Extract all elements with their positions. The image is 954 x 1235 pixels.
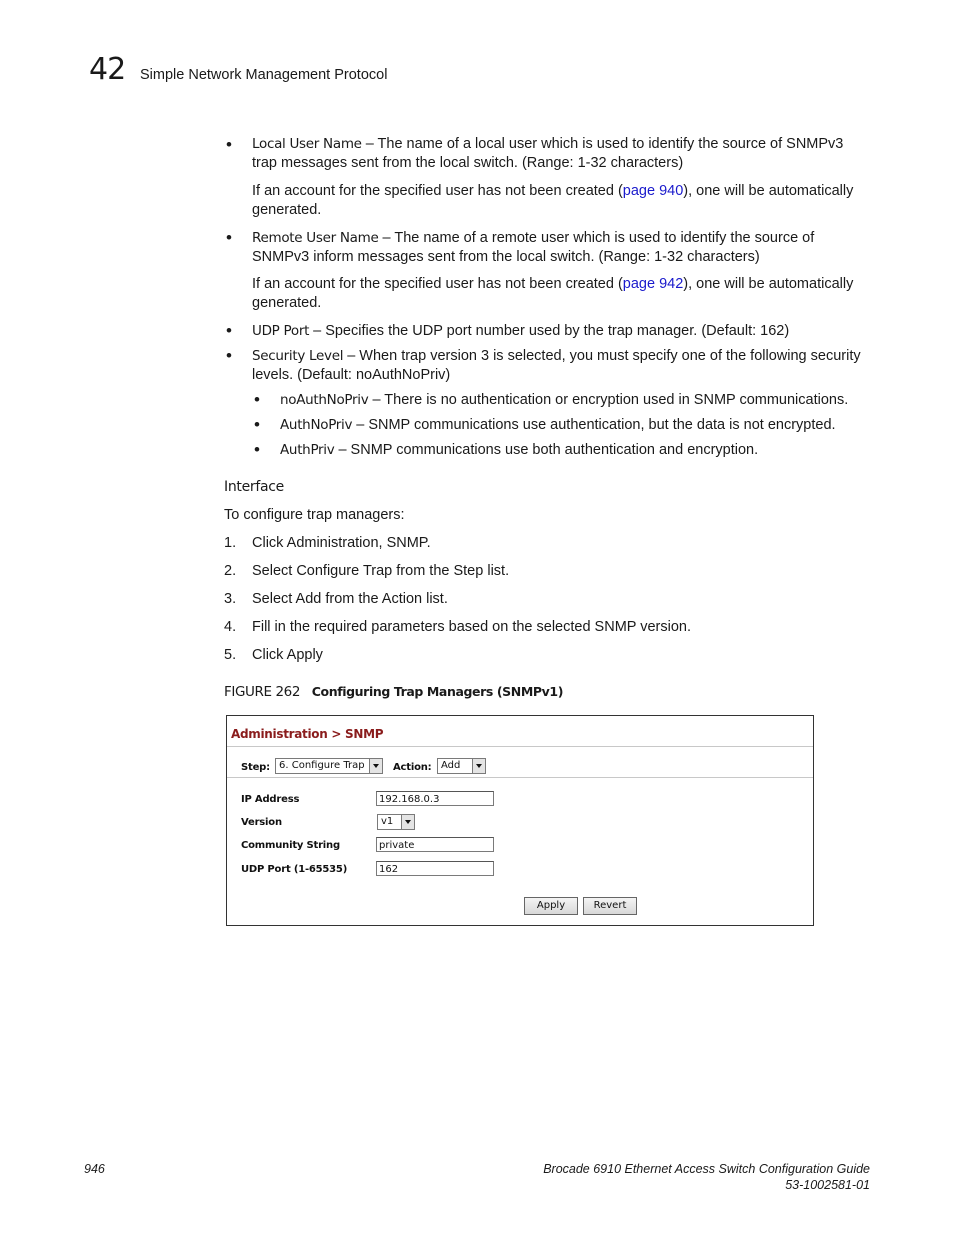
figure-label: FIGURE 262 [224,684,301,700]
udp-port-input[interactable]: 162 [376,861,494,876]
note-text-line2: generated. [252,202,322,218]
step-text: Select Configure Trap from the Step list. [252,563,510,579]
bullet-marker: • [226,321,232,340]
note-local-user [252,182,882,220]
chevron-down-icon[interactable] [472,759,485,773]
bullet-udp-port [252,322,882,341]
sub-bullet-marker: • [254,440,260,459]
bullet-text: – When trap version 3 is selected, you must specify one of the following security [343,348,861,364]
term-label: AuthNoPriv [280,417,353,433]
divider [227,746,813,747]
step-select[interactable] [275,758,383,774]
term-label: Remote User Name [252,230,379,246]
step-number: 4. [224,619,237,635]
sub-bullet-marker: • [254,390,260,409]
bullet-text: – The name of a remote user which is used to identify the source of [378,230,815,246]
udp-port-label: UDP Port (1-65535) [241,864,348,875]
sub-bullet-text: – SNMP communications use both authentication and encryption. [334,442,759,458]
step-number: 5. [224,647,237,663]
sub-bullet-noauthnopriv [280,391,900,410]
step-text: Fill in the required parameters based on the selected SNMP version. [252,619,691,635]
revert-button[interactable]: Revert [583,897,637,915]
breadcrumb: Administration > SNMP [231,727,384,741]
sub-bullet-text: – SNMP communications use authentication, but the data is not encrypted. [352,417,836,433]
note-text-line2: generated. [252,295,322,311]
page-number: 946 [84,1162,105,1176]
bullet-marker: • [226,135,232,154]
note-text-end: ), one will be automatically [683,183,854,199]
term-label: UDP Port [252,323,310,339]
step-number: 1. [224,535,237,551]
bullet-text-line2: SNMPv3 inform messages sent from the local switch. (Range: 1-32 characters) [252,249,760,265]
action-select-value: Add [441,760,461,771]
version-select-value: v1 [381,816,394,827]
action-select[interactable] [437,758,486,774]
book-title: Brocade 6910 Ethernet Access Switch Configuration Guide [543,1162,870,1176]
bullet-text-line2: levels. (Default: noAuthNoPriv) [252,367,451,383]
bullet-marker: • [226,346,232,365]
page-940-link[interactable]: page 940 [622,183,684,199]
step-text: Select Add from the Action list. [252,591,448,607]
step-number: 2. [224,563,237,579]
section-heading-interface: Interface [224,479,284,495]
figure-caption [224,684,563,700]
divider [227,777,813,778]
chevron-down-icon[interactable] [401,815,414,829]
version-label: Version [241,817,282,828]
note-text: If an account for the specified user has not been created ( [252,183,623,199]
ip-address-input[interactable]: 192.168.0.3 [376,791,494,806]
step-number: 3. [224,591,237,607]
bullet-security-level [252,347,892,385]
step-text: Click Administration, SNMP. [252,535,431,551]
note-text: If an account for the specified user has not been created ( [252,276,623,292]
community-string-label: Community String [241,840,340,851]
term-label: Security Level [252,348,344,364]
bullet-text: – The name of a local user which is used to identify the source of SNMPv3 [361,136,844,152]
note-text-end: ), one will be automatically [683,276,854,292]
apply-button[interactable]: Apply [524,897,578,915]
bullet-marker: • [226,228,232,247]
page-942-link[interactable]: page 942 [622,276,684,292]
step-label: Step: [241,762,270,773]
ip-address-label: IP Address [241,794,300,805]
step-select-value: 6. Configure Trap [279,760,365,771]
bullet-text-line2: trap messages sent from the local switch. (Range: 1-32 characters) [252,155,684,171]
bullet-text: – Specifies the UDP port number used by the trap manager. (Default: 162) [309,323,790,339]
version-select[interactable] [377,814,415,830]
note-remote-user [252,275,882,313]
term-label: noAuthNoPriv [280,392,369,408]
sub-bullet-authpriv [280,441,900,460]
chevron-down-icon[interactable] [369,759,382,773]
snmp-config-panel [226,715,814,926]
bullet-remote-user-name [252,229,882,267]
doc-number: 53-1002581-01 [785,1178,870,1192]
sub-bullet-text: – There is no authentication or encryption used in SNMP communications. [368,392,849,408]
sub-bullet-authnopriv [280,416,900,435]
community-string-input[interactable]: private [376,837,494,852]
bullet-local-user-name [252,135,882,173]
step-text: Click Apply [252,647,323,663]
term-label: AuthPriv [280,442,335,458]
term-label: Local User Name [252,136,362,152]
chapter-title: Simple Network Management Protocol [140,67,388,83]
figure-title: Configuring Trap Managers (SNMPv1) [311,684,564,699]
interface-intro: To configure trap managers: [224,507,405,523]
chapter-number: 42 [89,52,126,87]
sub-bullet-marker: • [254,415,260,434]
action-label: Action: [393,762,432,773]
